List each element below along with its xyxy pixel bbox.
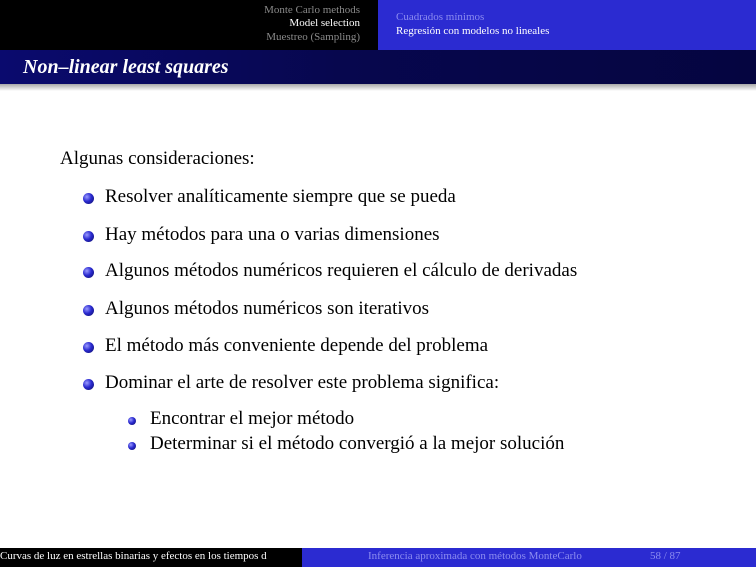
nav-section-muestreo[interactable]: Muestreo (Sampling) — [266, 31, 360, 43]
list-item-text: Hay métodos para una o varias dimensiones — [105, 224, 440, 245]
list-item-text: Algunos métodos numéricos requieren el cálculo de derivadas — [105, 260, 578, 281]
sub-bullet-ball-icon — [128, 442, 136, 450]
bullet-ball-icon — [83, 231, 94, 242]
footer-left — [0, 548, 302, 567]
nav-subsection-cuadrados-minimos[interactable]: Cuadrados mínimos — [396, 11, 485, 23]
nav-section-monte-carlo[interactable]: Monte Carlo methods — [264, 4, 360, 16]
bullet-ball-icon — [83, 193, 94, 204]
intro-text: Algunas consideraciones: — [60, 148, 255, 169]
footer — [0, 548, 756, 567]
footer-right — [302, 548, 756, 567]
nav-subsection-regresion-no-lineal[interactable]: Regresión con modelos no lineales — [396, 25, 550, 37]
section-navigation — [0, 0, 378, 50]
header-navigation — [0, 0, 756, 50]
bullet-ball-icon — [83, 305, 94, 316]
list-item-text: Algunos métodos numéricos son iterativos — [105, 298, 430, 319]
sub-list-item-text: Encontrar el mejor método — [150, 408, 355, 429]
page-number: 58 / 87 — [650, 550, 681, 562]
bullet-ball-icon — [83, 342, 94, 353]
list-item-text: Dominar el arte de resolver este problema significa: — [105, 372, 500, 393]
list-item-text: Resolver analíticamente siempre que se pueda — [105, 186, 456, 207]
list-item-text: El método más conveniente depende del problema — [105, 335, 489, 356]
sub-list-item-text: Determinar si el método convergió a la mejor solución — [150, 433, 565, 454]
footer-author-title: Curvas de luz en estrellas binarias y efectos en los tiempos d — [0, 550, 267, 562]
frame-title: Non–linear least squares — [23, 56, 229, 78]
title-bar-shadow — [0, 84, 756, 91]
nav-section-model-selection[interactable]: Model selection — [289, 17, 360, 29]
bullet-ball-icon — [83, 379, 94, 390]
subsection-navigation — [378, 0, 756, 50]
sub-bullet-ball-icon — [128, 417, 136, 425]
bullet-ball-icon — [83, 267, 94, 278]
footer-presentation-title: Inferencia aproximada con métodos MonteCarlo — [368, 550, 582, 562]
